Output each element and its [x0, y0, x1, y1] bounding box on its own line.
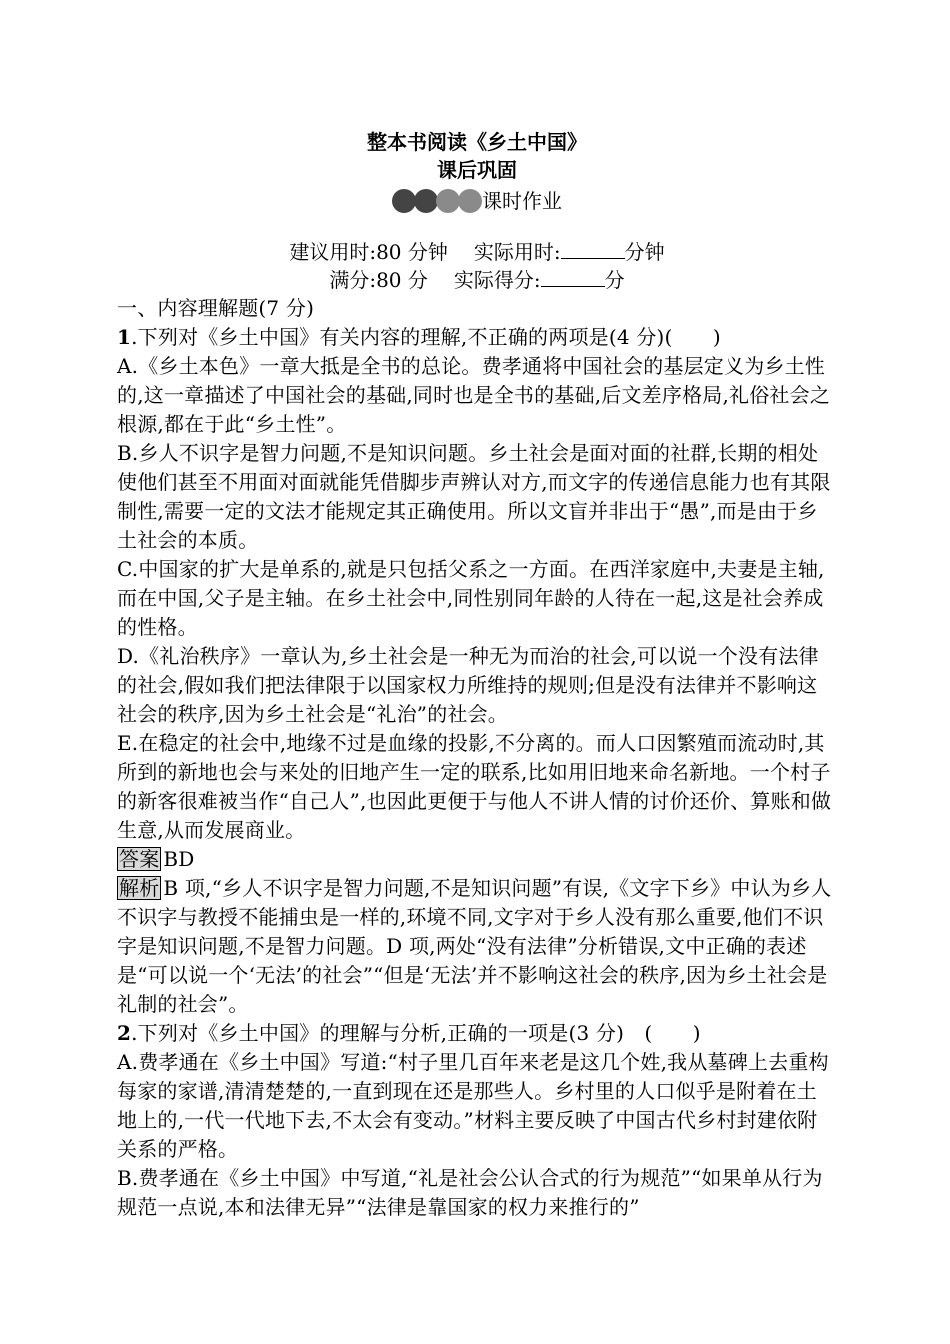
- score-line: [117, 266, 837, 294]
- question-2-stem: [117, 1019, 837, 1048]
- difficulty-dots-icon: [392, 189, 480, 213]
- time-line: [117, 238, 837, 266]
- answer-tag: 答案: [119, 847, 160, 871]
- option-a: A.费孝通在《乡土中国》写道:“村子里几百年来老是这几个姓,我从墓碑上去重构每家的家谱,清清楚楚的,一直到现在还是那些人。乡村里的人口似乎是附着在土地上的,一代一代地下去,不太会有变动。”材料主要反映了中国古代乡村封建依附关系的严格。: [117, 1050, 829, 1161]
- actual-time-label: 实际用时:: [473, 240, 561, 264]
- question-text: .下列对《乡土中国》的理解与分析,正确的一项是(3 分) ( ): [131, 1021, 701, 1045]
- dot-icon: [458, 189, 482, 213]
- document-page: [117, 128, 837, 1222]
- dot-icon: [436, 189, 460, 213]
- score-unit: 分: [604, 268, 625, 292]
- question-text: .下列对《乡土中国》有关内容的理解,不正确的两项是(4 分)( ): [131, 325, 721, 349]
- page-subtitle: 课后巩固: [437, 158, 517, 182]
- section-title: 一、内容理解题(7 分): [117, 296, 315, 320]
- option-d: D.《礼治秩序》一章认为,乡土社会是一种无为而治的社会,可以说一个没有法律的社会,假如我们把法律限于以国家权力所维持的规则;但是没有法律并不影响这社会的秩序,因为乡土社会是“礼治”的社会。: [117, 644, 819, 726]
- option-e: E.在稳定的社会中,地缘不过是血缘的投影,不分离的。而人口因繁殖而流动时,其所到的新地也会与来处的旧地产生一定的联系,比如用旧地来命名新地。一个村子的新客很难被当作“自己人”,也因此更便于与他人不讲人情的讨价还价、算账和做生意,从而发展商业。: [117, 731, 832, 842]
- dot-icon: [392, 189, 416, 213]
- option-b: B.乡人不识字是智力问题,不是知识问题。乡土社会是面对面的社群,长期的相处使他们甚至不用面对面就能凭借脚步声辨认对方,而文字的传递信息能力也有其限制性,需要一定的文法才能规定其正确使用。所以文盲并非出于“愚”,而是由于乡土社会的本质。: [117, 441, 831, 552]
- analysis-tag: 解析: [119, 876, 160, 900]
- actual-score-label: 实际得分:: [453, 268, 541, 292]
- full-score: 满分:80 分: [329, 268, 428, 292]
- analysis-text: B 项,“乡人不识字是智力问题,不是知识问题”有误,《文字下乡》中认为乡人不识字与教授不能捕虫是一样的,环境不同,文字对于乡人没有那么重要,他们不识字是知识问题,不是智力问题。D 项,两处“没有法律”分析错误,文中正确的表述是“可以说一个‘无法’的社会”“但是‘无法’并不影响这社会的秩序,因为乡土社会是礼制的社会”。: [117, 876, 832, 1016]
- option-a: A.《乡土本色》一章大抵是全书的总论。费孝通将中国社会的基层定义为乡土性的,这一章描述了中国社会的基础,同时也是全书的基础,后文差序格局,礼俗社会之根源,都在于此“乡土性”。: [117, 354, 831, 436]
- homework-label: 课时作业: [482, 189, 562, 213]
- actual-score-blank[interactable]: [541, 268, 605, 287]
- option-b: B.费孝通在《乡土中国》中写道,“礼是社会公认合式的行为规范”“如果单从行为规范一点说,本和法律无异”“法律是靠国家的权力来推行的”: [117, 1166, 823, 1219]
- answer-value: BD: [163, 847, 195, 871]
- question-1-stem: [117, 323, 837, 352]
- actual-time-blank[interactable]: [561, 240, 625, 259]
- time-unit: 分钟: [624, 240, 665, 264]
- analysis-line: [117, 874, 837, 1019]
- question-number: 1: [117, 325, 132, 349]
- dot-icon: [414, 189, 438, 213]
- option-c: C.中国家的扩大是单系的,就是只包括父系之一方面。在西洋家庭中,夫妻是主轴,而在中国,父子是主轴。在乡土社会中,同性别同年龄的人待在一起,这是社会养成的性格。: [117, 557, 825, 639]
- question-number: 2: [117, 1021, 132, 1045]
- homework-heading: [117, 186, 837, 216]
- answer-line: [117, 845, 837, 874]
- suggested-time: 建议用时:80 分钟: [289, 240, 448, 264]
- page-title: 整本书阅读《乡土中国》: [367, 130, 587, 154]
